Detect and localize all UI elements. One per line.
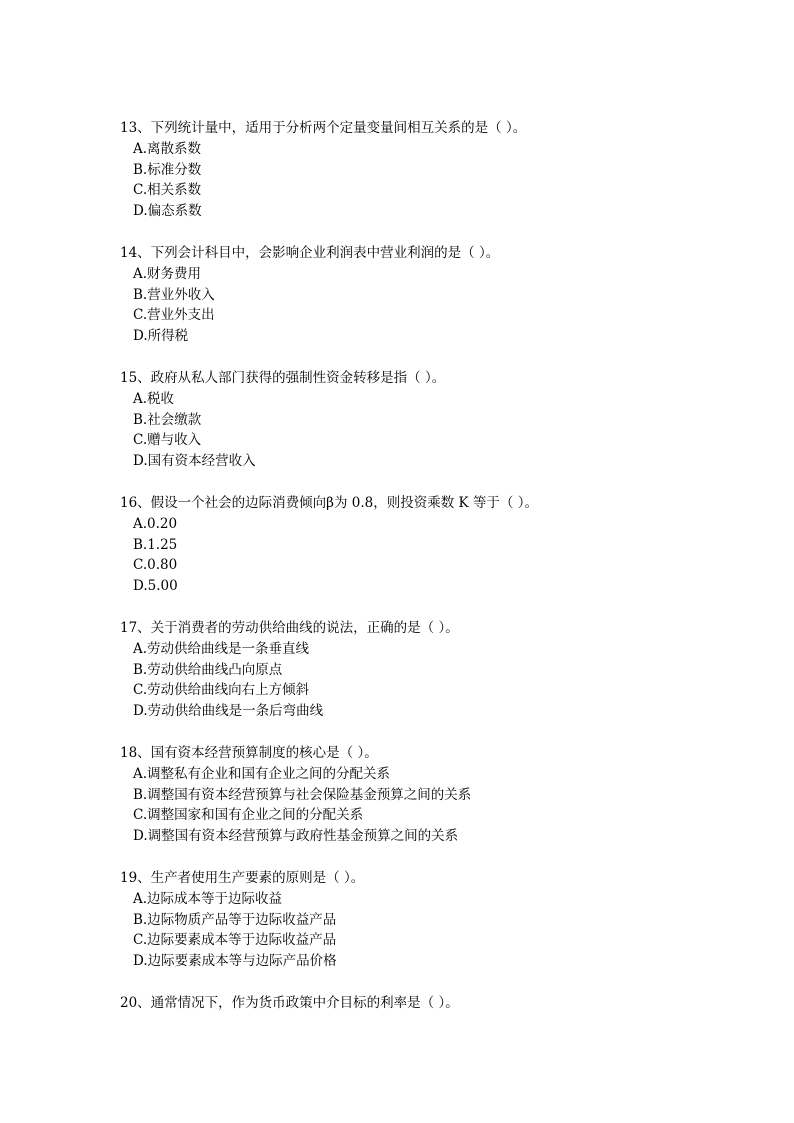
option-d: D.5.00 bbox=[133, 578, 178, 595]
question-stem: 18、国有资本经营预算制度的核心是（ ）。 bbox=[120, 744, 378, 761]
option-c: C.营业外支出 bbox=[133, 307, 215, 324]
question-13 bbox=[120, 118, 740, 222]
option-a: A.边际成本等于边际收益 bbox=[133, 890, 283, 907]
question-stem: 20、通常情况下，作为货币政策中介目标的利率是（ ）。 bbox=[120, 994, 459, 1011]
option-d: D.劳动供给曲线是一条后弯曲线 bbox=[133, 703, 324, 720]
question-14 bbox=[120, 243, 740, 347]
question-stem: 17、关于消费者的劳动供给曲线的说法，正确的是（ ）。 bbox=[120, 619, 459, 636]
option-d: D.所得税 bbox=[133, 328, 189, 345]
option-d: D.偏态系数 bbox=[133, 203, 202, 220]
option-c: C.赠与收入 bbox=[133, 432, 202, 449]
question-18 bbox=[120, 743, 740, 847]
option-a: A.离散系数 bbox=[133, 140, 202, 157]
option-b: B.1.25 bbox=[133, 536, 178, 553]
question-15 bbox=[120, 368, 740, 472]
option-b: B.边际物质产品等于边际收益产品 bbox=[133, 911, 337, 928]
option-b: B.营业外收入 bbox=[133, 286, 215, 303]
question-stem: 16、假设一个社会的边际消费倾向β为 0.8，则投资乘数 K 等于（ ）。 bbox=[120, 494, 538, 511]
option-a: A.劳动供给曲线是一条垂直线 bbox=[133, 640, 310, 657]
question-stem: 13、下列统计量中，适用于分析两个定量变量间相互关系的是（ ）。 bbox=[120, 120, 527, 136]
option-d: D.调整国有资本经营预算与政府性基金预算之间的关系 bbox=[133, 828, 459, 845]
option-b: B.社会缴款 bbox=[133, 411, 202, 428]
question-17 bbox=[120, 618, 740, 722]
question-list bbox=[120, 118, 740, 1035]
option-b: B.调整国有资本经营预算与社会保险基金预算之间的关系 bbox=[133, 786, 472, 803]
question-19 bbox=[120, 868, 740, 972]
option-a: A.0.20 bbox=[133, 515, 178, 532]
option-b: B.劳动供给曲线凸向原点 bbox=[133, 661, 283, 678]
option-c: C.调整国家和国有企业之间的分配关系 bbox=[133, 807, 364, 824]
question-stem: 14、下列会计科目中，会影响企业利润表中营业利润的是（ ）。 bbox=[120, 244, 500, 261]
option-c: C.劳动供给曲线向右上方倾斜 bbox=[133, 682, 310, 699]
question-16 bbox=[120, 493, 740, 597]
option-d: D.国有资本经营收入 bbox=[133, 453, 256, 470]
option-c: C.相关系数 bbox=[133, 182, 202, 199]
question-20 bbox=[120, 993, 740, 1014]
option-a: A.财务费用 bbox=[133, 265, 202, 282]
option-c: C.边际要素成本等于边际收益产品 bbox=[133, 932, 337, 949]
question-stem: 19、生产者使用生产要素的原则是（ ）。 bbox=[120, 869, 365, 886]
option-a: A.调整私有企业和国有企业之间的分配关系 bbox=[133, 765, 391, 782]
option-a: A.税收 bbox=[133, 390, 175, 407]
question-stem: 15、政府从私人部门获得的强制性资金转移是指（ ）。 bbox=[120, 369, 446, 386]
option-d: D.边际要素成本等与边际产品价格 bbox=[133, 953, 337, 970]
option-c: C.0.80 bbox=[133, 557, 178, 574]
option-b: B.标准分数 bbox=[133, 161, 202, 178]
